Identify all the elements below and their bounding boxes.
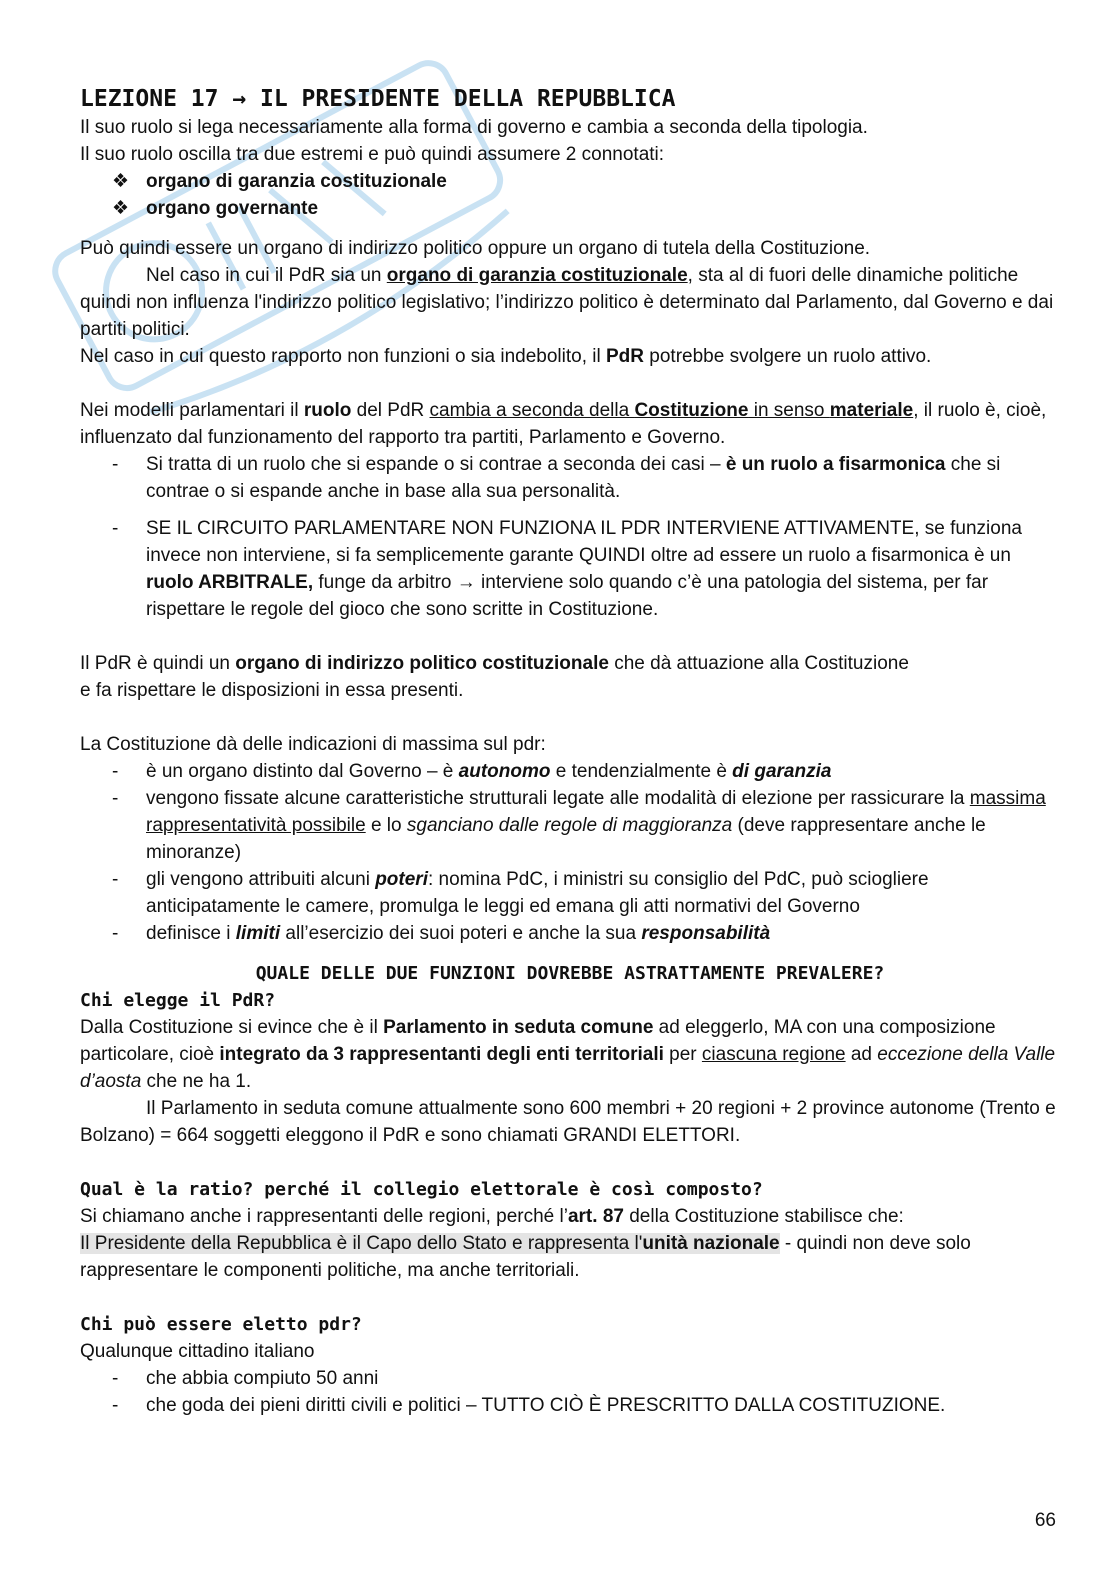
paragraph: Nei modelli parlamentari il ruolo del PdR cambia a seconda della Costituzione in senso materiale, il ruolo è, cioè, influenzato dal funzionamento del rapporto tra partiti, Parlamento e Governo. — [80, 400, 1047, 448]
eligibility-list — [80, 1365, 1060, 1419]
list-item: - definisce i limiti all’esercizio dei suoi poteri e anche la sua responsabilità — [80, 920, 1060, 947]
page-title: LEZIONE 17 → IL PRESIDENTE DELLA REPUBBLICA — [80, 86, 676, 112]
section-question-heading: QUALE DELLE DUE FUNZIONI DOVREBBE ASTRATTAMENTE PREVALERE? — [255, 963, 885, 984]
diamond-bullet-icon: ❖ — [112, 171, 130, 192]
list-item: - che goda dei pieni diritti civili e politici – TUTTO CIÒ È PRESCRITTO DALLA COSTITUZIONE. — [80, 1392, 1060, 1419]
list-item: ❖ organo di garanzia costituzionale — [80, 168, 1060, 195]
list-item: ❖ organo governante — [80, 195, 1060, 222]
role-details-list — [80, 451, 1060, 623]
list-item: - vengono fissate alcune caratteristiche strutturali legate alle modalità di elezione per rassicurare la massima rappresentatività possibile e lo sganciano dalle regole di maggioranza (deve rappresentare anche le minoranze) — [80, 785, 1060, 866]
section-heading: Chi elegge il PdR? — [80, 990, 276, 1011]
dash-bullet: - — [112, 518, 119, 539]
role-list — [80, 168, 1060, 222]
diamond-bullet-icon: ❖ — [112, 198, 130, 219]
paragraph: Qualunque cittadino italiano — [80, 1341, 315, 1362]
constitution-indications-list — [80, 758, 1060, 947]
list-item: - Si tratta di un ruolo che si espande o si contrae a seconda dei casi – è un ruolo a fisarmonica che si contrae o si espande anche in base alla sua personalità. — [80, 451, 1060, 505]
dash-bullet: - — [112, 761, 119, 782]
document-body — [80, 84, 1060, 1419]
intro-line-2: Il suo ruolo oscilla tra due estremi e può quindi assumere 2 connotati: — [80, 144, 665, 165]
list-item: - è un organo distinto dal Governo – è autonomo e tendenzialmente è di garanzia — [80, 758, 1060, 785]
list-item: - SE IL CIRCUITO PARLAMENTARE NON FUNZIONA IL PDR INTERVIENE ATTIVAMENTE, se funziona invece non interviene, si fa semplicemente garante QUINDI oltre ad essere un ruolo a fisarmonica è un ruolo ARBITRALE, funge da arbitro → interviene solo quando c’è una patologia del sistema, per far rispettare le regole del gioco che sono scritte in Costituzione. — [80, 515, 1060, 623]
paragraph: Il Presidente della Repubblica è il Capo dello Stato e rappresenta l'unità nazionale - quindi non deve solo rappresentare le componenti politiche, ma anche territoriali. — [80, 1233, 971, 1281]
dash-bullet: - — [112, 454, 119, 475]
paragraph: Nel caso in cui questo rapporto non funzioni o sia indebolito, il PdR potrebbe svolgere un ruolo attivo. — [80, 346, 932, 367]
paragraph: La Costituzione dà delle indicazioni di massima sul pdr: — [80, 734, 546, 755]
intro-line-1: Il suo ruolo si lega necessariamente alla forma di governo e cambia a seconda della tipologia. — [80, 117, 868, 138]
section-heading: Qual è la ratio? perché il collegio elettorale è così composto? — [80, 1179, 763, 1200]
section-heading: Chi può essere eletto pdr? — [80, 1314, 362, 1335]
paragraph: Dalla Costituzione si evince che è il Parlamento in seduta comune ad eleggerlo, MA con una composizione particolare, cioè integrato da 3 rappresentanti degli enti territoriali per ciascuna regione ad eccezione della Valle d’aosta che ne ha 1. — [80, 1017, 1056, 1092]
page-number: 66 — [1034, 1510, 1056, 1531]
list-item: - che abbia compiuto 50 anni — [80, 1365, 1060, 1392]
dash-bullet: - — [112, 1395, 119, 1416]
paragraph: Può quindi essere un organo di indirizzo politico oppure un organo di tutela della Costituzione. — [80, 238, 871, 259]
highlighted-quote: Il Presidente della Repubblica è il Capo dello Stato e rappresenta l'unità nazionale — [80, 1233, 780, 1254]
dash-bullet: - — [112, 788, 119, 809]
list-item: - gli vengono attribuiti alcuni poteri: nomina PdC, i ministri su consiglio del PdC, può sciogliere anticipatamente le camere, promulga le leggi ed emana gli atti normativi del Governo — [80, 866, 1060, 920]
paragraph: Il PdR è quindi un organo di indirizzo politico costituzionale che dà attuazione alla Costituzione — [80, 653, 909, 674]
paragraph: Nel caso in cui il PdR sia un organo di garanzia costituzionale, sta al di fuori delle dinamiche politiche quindi non influenza l'indirizzo politico legislativo; l’indirizzo politico è determinato dal Parlamento, dal Governo e dai partiti politici. — [80, 265, 1054, 340]
paragraph: Si chiamano anche i rappresentanti delle regioni, perché l’art. 87 della Costituzione stabilisce che: — [80, 1206, 904, 1227]
dash-bullet: - — [112, 923, 119, 944]
dash-bullet: - — [112, 1368, 119, 1389]
paragraph: e fa rispettare le disposizioni in essa presenti. — [80, 680, 464, 701]
dash-bullet: - — [112, 869, 119, 890]
paragraph: Il Parlamento in seduta comune attualmente sono 600 membri + 20 regioni + 2 province autonome (Trento e Bolzano) = 664 soggetti eleggono il PdR e sono chiamati GRANDI ELETTORI. — [80, 1098, 1056, 1146]
